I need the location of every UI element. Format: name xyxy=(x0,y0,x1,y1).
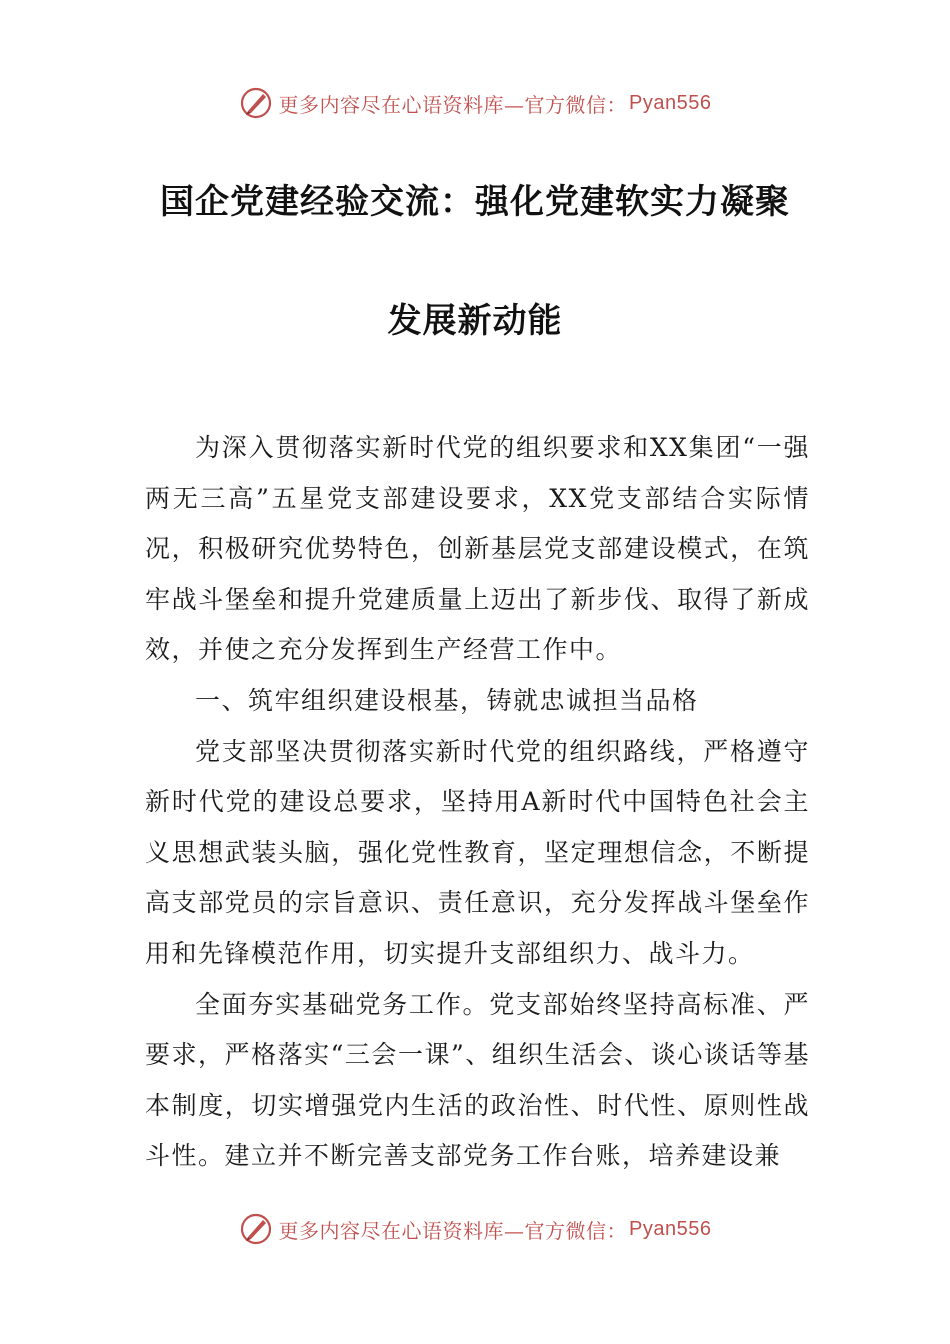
watermark-text: 更多内容尽在心语资料库—官方微信： xyxy=(278,1218,628,1243)
watermark-text: 更多内容尽在心语资料库—官方微信： xyxy=(278,92,628,117)
quill-logo-icon xyxy=(239,1212,273,1246)
paragraph-intro: 为深入贯彻落实新时代党的组织要求和XX集团“一强两无三高”五星党支部建设要求，XX党支部结合实际情况，积极研究优势特色，创新基层党支部建设模式，在筑牢战斗堡垒和提升党建质量上迈出了新步伐、取得了新成效，并使之充分发挥到生产经营工作中。 xyxy=(145,433,810,665)
document-title-line-1: 国企党建经验交流：强化党建软实力凝聚 xyxy=(160,182,790,222)
paragraph-party-work: 全面夯实基础党务工作。党支部始终坚持高标准、严要求，严格落实“三会一课”、组织生活会、谈心谈话等基本制度，切实增强党内生活的政治性、时代性、原则性战斗性。建立并不断完善支部党务工作台账，培养建设兼 xyxy=(145,989,810,1171)
document-body xyxy=(145,423,810,1182)
section-heading-1: 一、筑牢组织建设根基，铸就忠诚担当品格 xyxy=(195,685,699,715)
quill-logo-icon xyxy=(239,86,273,120)
watermark-footer xyxy=(0,1209,950,1249)
watermark-wechat-id: Pyan556 xyxy=(629,91,712,114)
watermark-header xyxy=(0,83,950,123)
document-title-line-2: 发展新动能 xyxy=(387,301,563,341)
watermark-wechat-id: Pyan556 xyxy=(629,1217,712,1240)
paragraph-section-1: 党支部坚决贯彻落实新时代党的组织路线，严格遵守新时代党的建设总要求，坚持用A新时代中国特色社会主义思想武装头脑，强化党性教育，坚定理想信念，不断提高支部党员的宗旨意识、责任意识，充分发挥战斗堡垒作用和先锋模范作用，切实提升支部组织力、战斗力。 xyxy=(145,736,810,968)
